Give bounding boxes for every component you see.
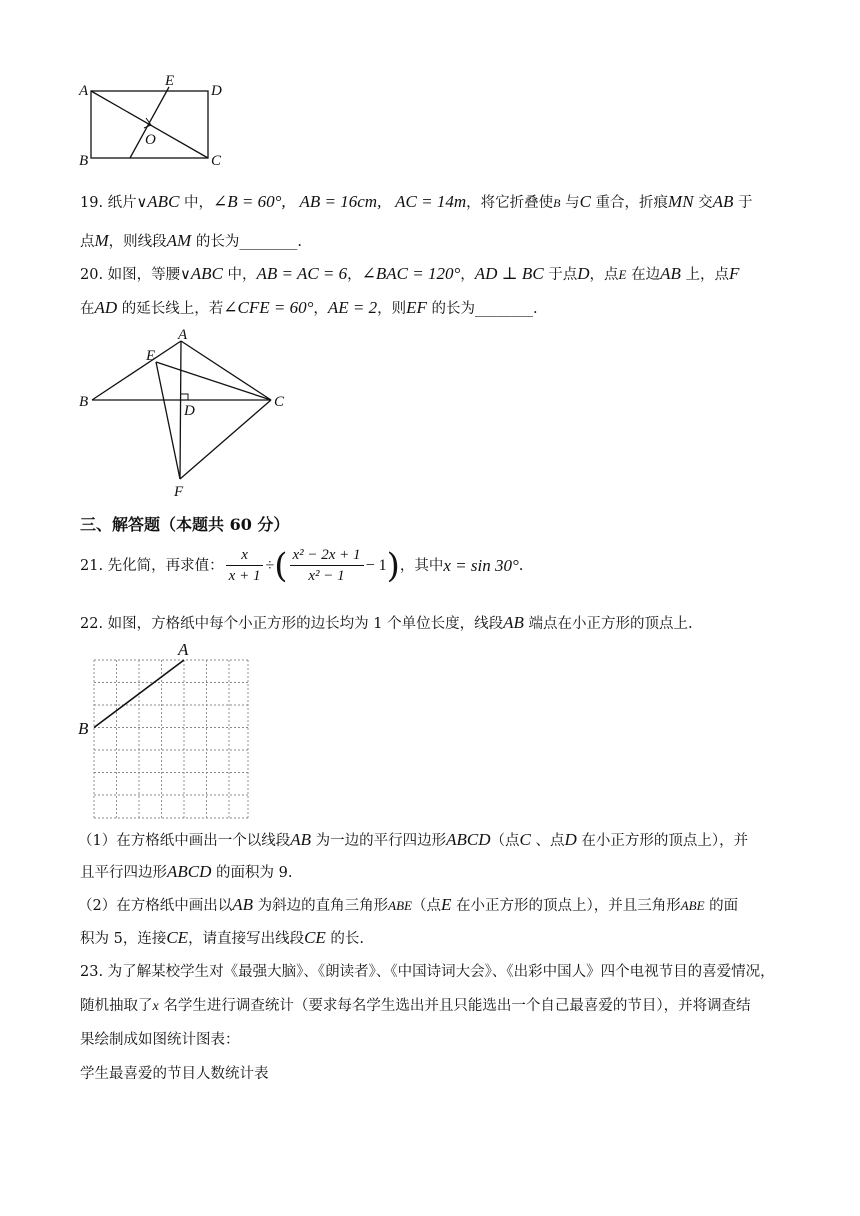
segment-af bbox=[180, 341, 181, 479]
triangle-figure bbox=[74, 326, 304, 506]
fraction-2: $\frac{\text{x² − 2x + 1}}{\text{x² − 1}}$ bbox=[290, 545, 364, 586]
segment-ec bbox=[156, 362, 271, 400]
label-d: D bbox=[184, 403, 195, 419]
right-angle-mark bbox=[181, 394, 188, 400]
label-e: E bbox=[165, 73, 175, 89]
label-f: F bbox=[174, 484, 184, 500]
label-b: B bbox=[79, 394, 89, 410]
label-c: C bbox=[211, 153, 222, 169]
q19-line2: 点M，则线段AM 的长为________. bbox=[80, 231, 302, 250]
q23-line2: 随机抽取了x 名学生进行调查统计（要求每名学生选出并且只能选出一个自己最喜爱的节目），并将调查结 bbox=[80, 998, 751, 1014]
label-c: C bbox=[274, 394, 285, 410]
segment-ac bbox=[181, 341, 271, 400]
q20-line2: 在AD 的延长线上，若∠CFE = 60°，AE = 2，则EF 的长为________. bbox=[80, 298, 538, 317]
label-o: O bbox=[145, 132, 156, 148]
rectangle-figure bbox=[74, 72, 234, 172]
label-b: B bbox=[78, 719, 89, 738]
segment-ba bbox=[92, 341, 181, 400]
label-e: E bbox=[146, 348, 156, 364]
q21: 21. 先化简，再求值： $\frac{x}{x + 1}$ ÷ ( $\frac{\text{x² − 2x + 1}}{\text{x² − 1}}$ − 1 ) ，其中 x = sin 30° . bbox=[80, 545, 524, 586]
q23-table-title: 学生最喜爱的节目人数统计表 bbox=[80, 1066, 269, 1082]
q23-line1: 23. 为了解某校学生对《最强大脑》、《朗读者》、《中国诗词大会》、《出彩中国人》四个电视节目的喜爱情况， bbox=[80, 964, 775, 980]
dashed-grid bbox=[94, 660, 248, 818]
section-heading: 三、解答题（本题共 60 分） bbox=[80, 515, 290, 534]
label-a: A bbox=[178, 640, 189, 659]
label-b: B bbox=[79, 153, 89, 169]
segment-ef bbox=[156, 362, 180, 479]
q22-stem: 22. 如图，方格纸中每个小正方形的边长均为 1 个单位长度，线段AB 端点在小正方形的顶点上. bbox=[80, 613, 693, 632]
fraction-1: $\frac{x}{x + 1}$ bbox=[226, 545, 264, 586]
q22-part1-line2: 且平行四边形ABCD 的面积为 9. bbox=[80, 862, 293, 881]
label-d: D bbox=[211, 83, 222, 99]
grid-figure bbox=[74, 640, 254, 825]
label-a: A bbox=[178, 327, 188, 343]
q20-line1: 20. 如图，等腰∨ABC 中，AB = AC = 6，∠BAC = 120°，AD ⊥ BC 于点D，点E 在边AB 上，点F bbox=[80, 264, 740, 283]
q19-line1: 19. 纸片∨ABC 中，∠B = 60°, AB = 16cm, AC = 14m，将它折叠使B 与C 重合，折痕MN 交AB 于 bbox=[80, 192, 753, 211]
q22-part2-line2: 积为 5，连接CE，请直接写出线段CE 的长. bbox=[80, 928, 365, 947]
q22-part2-line1: （2）在方格纸中画出以AB 为斜边的直角三角形ABE（点E 在小正方形的顶点上），并且三角形ABE 的面 bbox=[78, 895, 739, 914]
q23-line3: 果绘制成如图统计图表： bbox=[80, 1032, 240, 1048]
q22-part1-line1: （1）在方格纸中画出一个以线段AB 为一边的平行四边形ABCD（点C 、点D 在小正方形的顶点上），并 bbox=[78, 830, 749, 849]
label-a: A bbox=[79, 83, 89, 99]
